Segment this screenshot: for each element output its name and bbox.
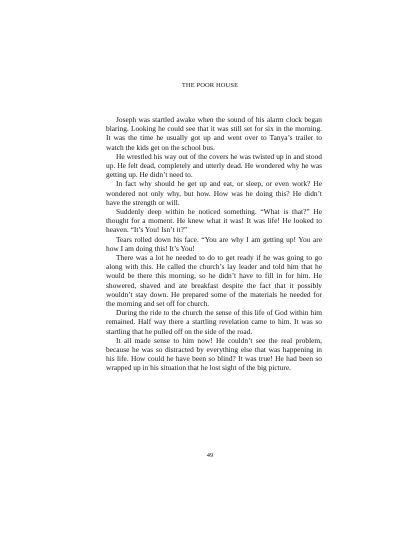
page-number: 49 (206, 452, 214, 459)
running-head: THE POOR HOUSE (181, 82, 239, 89)
paragraph: He wrestled his way out of the covers he was twisted up in and stood up. He felt dead, completely and utterly dead. He wondered why he was getting up. He didn’t need to. (106, 151, 322, 180)
paragraph: There was a lot he needed to do to get ready if he was going to go along with this. He called the church’s lay leader and told him that he would be there this morning, so he didn’t have to fill in for him. He showered, shaved and ate breakfast despite the fact that it possibly wouldn’t stay down. He prepared some of the materials he needed for the morning and set off for church. (106, 253, 322, 309)
paragraph: Suddenly deep within he noticed something. “What is that?” He thought for a moment. He knew what it was! It was life! He looked to heaven. “It’s You! Isn’t it?” (106, 207, 322, 235)
paragraph: Tears rolled down his face. “You are why I am getting up! You are how I am doing this! It’s You! (106, 234, 322, 253)
paragraph: Joseph was startled awake when the sound of his alarm clock began blaring. Looking he could see that it was still set for six in the morning. It was the time he usually got up and went over to Tanya’s trailer to watch the kids get on the school bus. (106, 115, 322, 152)
paragraph: During the ride to the church the sense of this life of God within him remained. Half way there a startling revelation came to him. It was so startling that he pulled off on the side of the road. (106, 308, 322, 336)
paragraph: It all made sense to him now! He couldn’t see the real problem, because he was so distracted by everything else that was happening in his life. How could he have been so blind? It was true! He had been so wrapped up in his situation that he lost sight of the big picture. (106, 335, 322, 373)
paragraph: In fact why should he get up and eat, or sleep, or even work? He wondered not only why, but how. How was he doing this? He didn’t have the strength or will. (106, 179, 322, 207)
body-text (106, 115, 322, 373)
